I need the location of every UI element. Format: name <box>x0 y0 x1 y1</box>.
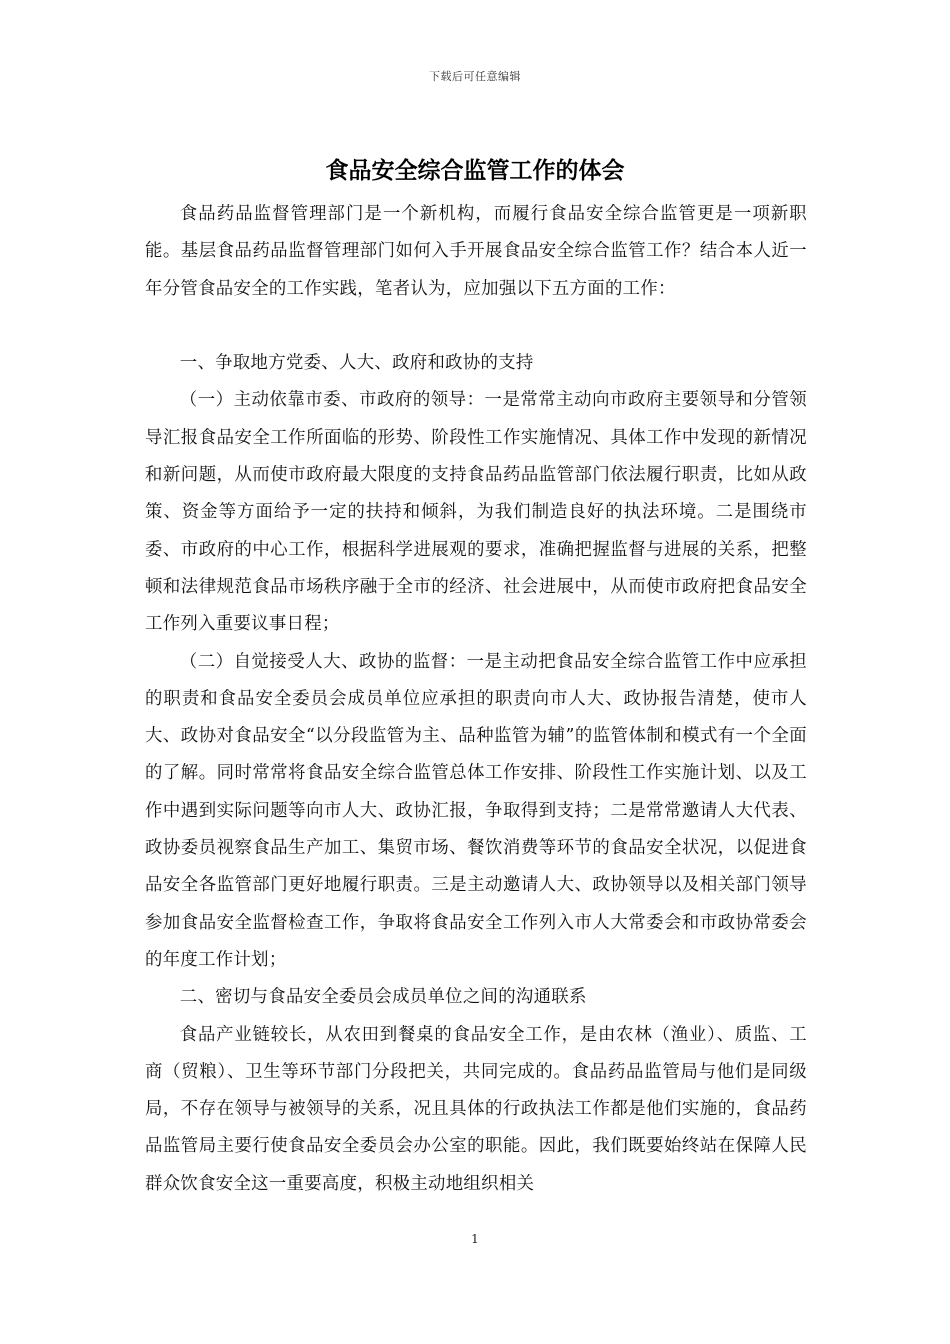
section-heading-1: 一、争取地方党委、人大、政府和政协的支持 <box>179 353 534 374</box>
section-2-paragraph: 食品产业链较长，从农田到餐桌的食品安全工作，是由农林（渔业）、质监、工商（贸粮）、卫生等环节部门分段把关，共同完成的。食品药品监管局与他们是同级局，不存在领导与被领导的关系，况且具体的行政执法工作都是他们实施的，食品药品监管局主要行使食品安全委员会办公室的职能。因此，我们既要始终站在保障人民群众饮食安全这一重要高度，积极主动地组织相关 <box>145 1024 807 1194</box>
subsection-paragraph-2: （二）自觉接受人大、政协的监督：一是主动把食品安全综合监管工作中应承担的职责和食品安全委员会成员单位应承担的职责向市人大、政协报告清楚，使市人大、政协对食品安全“以分段监管为主、品种监管为辅”的监管体制和模式有一个全面的了解。同时常常将食品安全综合监管总体工作安排、阶段性工作实施计划、以及工作中遇到实际问题等向市人大、政协汇报，争取得到支持；二是常常邀请人大代表、政协委员视察食品生产加工、集贸市场、餐饮消费等环节的食品安全状况，以促进食品安全各监管部门更好地履行职责。三是主动邀请人大、政协领导以及相关部门领导参加食品安全监督检查工作，争取将食品安全工作列入市人大常委会和市政协常委会的年度工作计划； <box>145 651 807 970</box>
section-heading-2: 二、密切与食品安全委员会成员单位之间的沟通联系 <box>179 987 587 1008</box>
header-note: 下载后可任意编辑 <box>429 70 521 83</box>
document-body <box>145 196 807 1203</box>
blank-line <box>145 308 807 345</box>
subsection-paragraph-1: （一）主动依靠市委、市政府的领导：一是常常主动向市政府主要领导和分管领导汇报食品安全工作所面临的形势、阶段性工作实施情况、具体工作中发现的新情况和新问题，从而使市政府最大限度的支持食品药品监管部门依法履行职责，比如从政策、资金等方面给予一定的扶持和倾斜，为我们制造良好的执法环境。二是围绕市委、市政府的中心工作，根据科学进展观的要求，准确把握监督与进展的关系，把整顿和法律规范食品市场秩序融于全市的经济、社会进展中，从而使市政府把食品安全工作列入重要议事日程； <box>145 390 807 635</box>
intro-paragraph: 食品药品监督管理部门是一个新机构，而履行食品安全综合监管更是一项新职能。基层食品药品监督管理部门如何入手开展食品安全综合监管工作？结合本人近一年分管食品安全的工作实践，笔者认为，应加强以下五方面的工作： <box>145 204 807 299</box>
page-number: 1 <box>471 1232 479 1246</box>
document-title: 食品安全综合监管工作的体会 <box>325 157 625 184</box>
